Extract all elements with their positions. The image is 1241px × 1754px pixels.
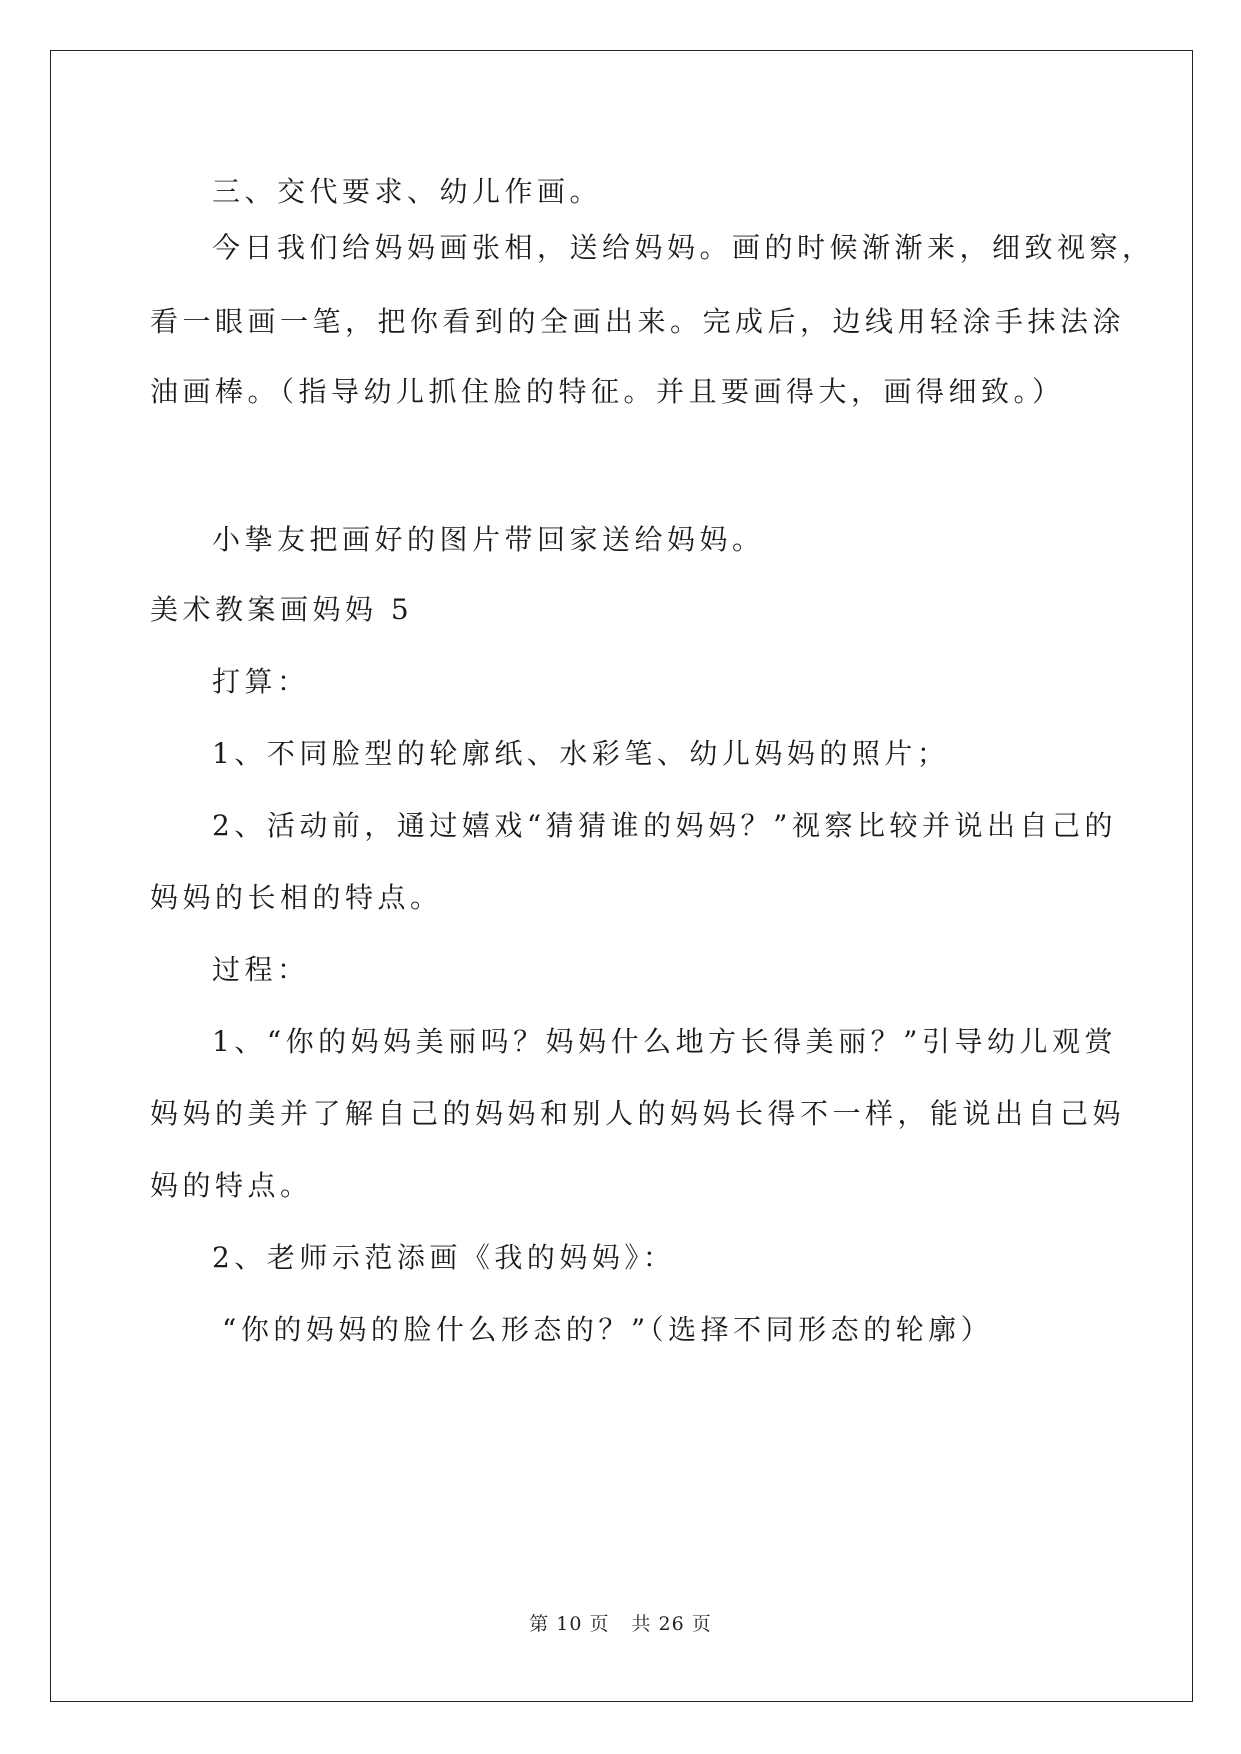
- paragraph-line: 过程：: [212, 953, 310, 986]
- paragraph-line: 妈妈的长相的特点。: [150, 881, 443, 914]
- paragraph-line: 油画棒。（指导幼儿抓住脸的特征。并且要画得大，画得细致。）: [150, 375, 1065, 408]
- paragraph-line: 打算：: [212, 665, 310, 698]
- paragraph-line: 1、不同脸型的轮廓纸、水彩笔、幼儿妈妈的照片；: [212, 737, 950, 770]
- paragraph-line: 三、交代要求、幼儿作画。: [212, 175, 603, 208]
- paragraph-line: 看一眼画一笔，把你看到的全画出来。完成后，边线用轻涂手抹法涂: [150, 305, 1126, 338]
- paragraph-line: 1、“你的妈妈美丽吗？妈妈什么地方长得美丽？”引导幼儿观赏: [212, 1025, 1117, 1058]
- page-number: 第 10 页: [529, 1613, 610, 1635]
- section-heading: 美术教案画妈妈 5: [150, 593, 414, 626]
- paragraph-line: 妈妈的美并了解自己的妈妈和别人的妈妈长得不一样，能说出自己妈: [150, 1097, 1126, 1130]
- paragraph-line: 小挚友把画好的图片带回家送给妈妈。: [212, 523, 765, 556]
- paragraph-line: “你的妈妈的脸什么形态的？”（选择不同形态的轮廓）: [222, 1313, 994, 1346]
- page-border: [50, 50, 1193, 1702]
- page-footer: [0, 1612, 1241, 1636]
- paragraph-line: 妈的特点。: [150, 1169, 313, 1202]
- paragraph-line: 2、活动前，通过嬉戏“猜猜谁的妈妈？”视察比较并说出自己的: [212, 809, 1117, 842]
- page-total: 共 26 页: [631, 1613, 712, 1635]
- paragraph-line: 2、老师示范添画《我的妈妈》：: [212, 1241, 676, 1274]
- paragraph-line: 今日我们给妈妈画张相，送给妈妈。画的时候渐渐来，细致视察，: [212, 231, 1155, 264]
